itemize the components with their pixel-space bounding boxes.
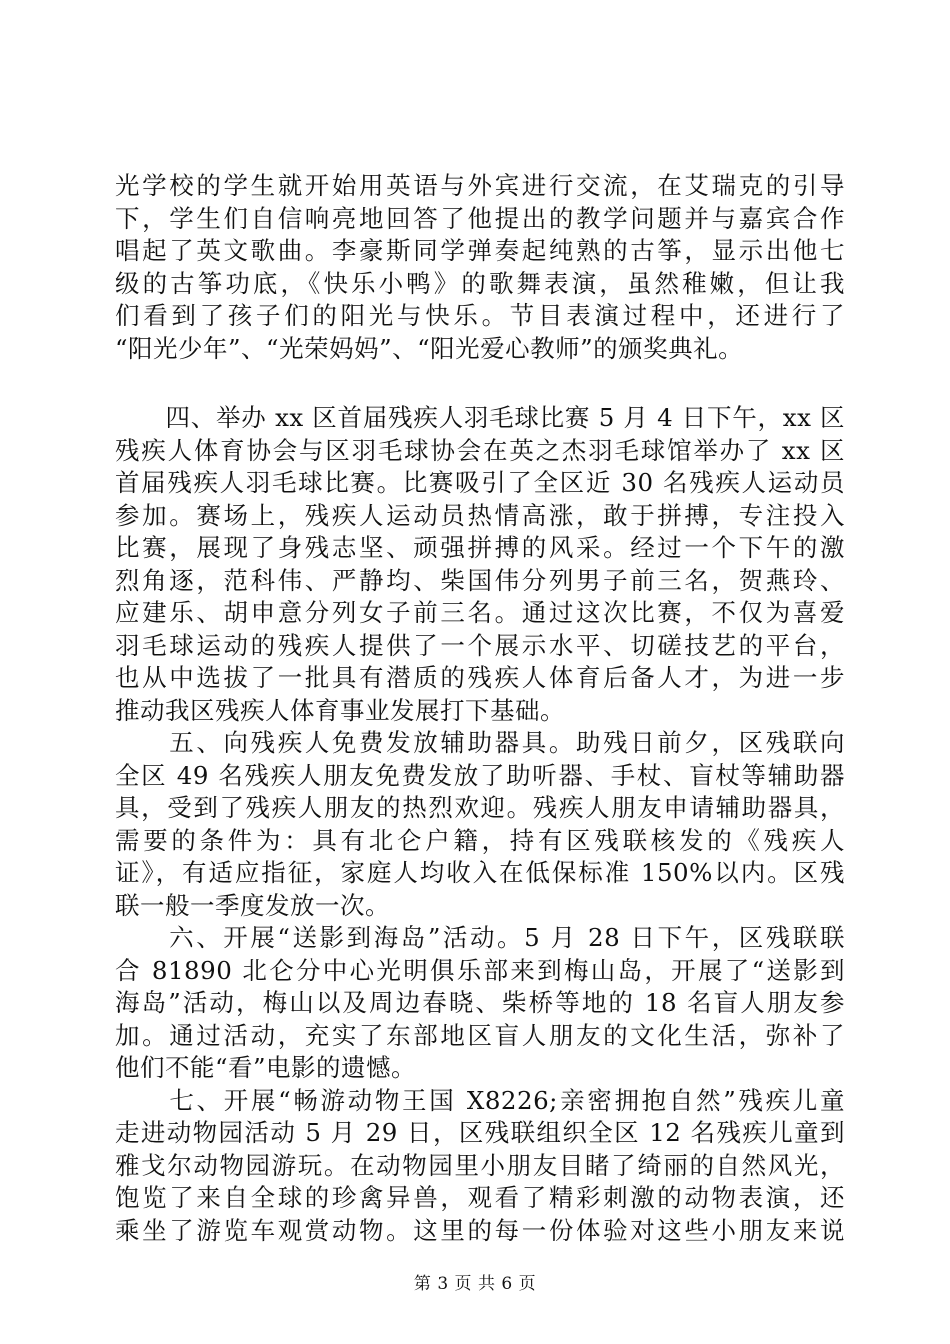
text-line: 推动我区残疾人体育事业发展打下基础。 bbox=[115, 695, 565, 725]
text-line: 光学校的学生就开始用英语与外宾进行交流，在艾瑞克的引导 bbox=[115, 171, 845, 200]
paragraph-1 bbox=[115, 170, 845, 365]
text-line: 首届残疾人羽毛球比赛。比赛吸引了全区近 30 名残疾人运动员 bbox=[115, 468, 845, 497]
paragraph-4 bbox=[115, 922, 845, 1085]
paragraph-3 bbox=[115, 727, 845, 922]
text-line: 们看到了孩子们的阳光与快乐。节目表演过程中，还进行了 bbox=[115, 301, 845, 330]
page-footer: 第 3 页 共 6 页 bbox=[413, 1274, 537, 1294]
text-line: 羽毛球运动的残疾人提供了一个展示水平、切磋技艺的平台， bbox=[115, 630, 845, 660]
text-line: 他们不能“看”电影的遗憾。 bbox=[115, 1053, 417, 1082]
text-line: 具，受到了残疾人朋友的热烈欢迎。残疾人朋友申请辅助器具， bbox=[115, 793, 845, 822]
text-line: 海岛”活动，梅山以及周边春晓、柴桥等地的 18 名盲人朋友参 bbox=[115, 988, 845, 1017]
text-line: 五、向残疾人免费发放辅助器具。助残日前夕，区残联向 bbox=[115, 728, 845, 757]
paragraph-2 bbox=[115, 402, 845, 727]
text-line: 残疾人体育协会与区羽毛球协会在英之杰羽毛球馆举办了 xx 区 bbox=[115, 435, 845, 465]
text-line: 级的古筝功底，《快乐小鸭》的歌舞表演，虽然稚嫩，但让我 bbox=[115, 268, 845, 298]
text-line: 七、开展“畅游动物王国 X8226;亲密拥抱自然”残疾儿童 bbox=[115, 1085, 845, 1115]
text-line: 加。通过活动，充实了东部地区盲人朋友的文化生活，弥补了 bbox=[115, 1020, 845, 1050]
document-body bbox=[115, 170, 845, 1247]
text-line: 应建乐、胡申意分列女子前三名。通过这次比赛，不仅为喜爱 bbox=[115, 598, 845, 627]
text-line: 全区 49 名残疾人朋友免费发放了助听器、手杖、盲杖等辅助器 bbox=[115, 760, 845, 790]
text-line: 也从中选拔了一批具有潜质的残疾人体育后备人才，为进一步 bbox=[115, 663, 845, 692]
text-line: 四、举办 xx 区首届残疾人羽毛球比赛 5 月 4 日下午，xx 区 bbox=[115, 403, 845, 432]
text-line: 饱览了来自全球的珍禽异兽，观看了精彩刺激的动物表演，还 bbox=[115, 1183, 845, 1212]
text-line: 烈角逐，范科伟、严静均、柴国伟分列男子前三名，贺燕玲、 bbox=[115, 565, 845, 595]
text-line: 唱起了英文歌曲。李豪斯同学弹奏起纯熟的古筝，显示出他七 bbox=[115, 236, 845, 265]
text-line: 证》，有适应指征，家庭人均收入在低保标准 150%以内。区残 bbox=[115, 858, 845, 887]
text-line: 合 81890 北仑分中心光明俱乐部来到梅山岛，开展了“送影到 bbox=[115, 955, 845, 985]
text-line: 走进动物园活动 5 月 29 日，区残联组织全区 12 名残疾儿童到 bbox=[115, 1118, 845, 1147]
text-line: 下，学生们自信响亮地回答了他提出的教学问题并与嘉宾合作 bbox=[115, 203, 845, 233]
text-line: 参加。赛场上，残疾人运动员热情高涨，敢于拼搏，专注投入 bbox=[115, 500, 845, 530]
text-line: 乘坐了游览车观赏动物。这里的每一份体验对这些小朋友来说 bbox=[115, 1215, 845, 1245]
paragraph-5 bbox=[115, 1085, 845, 1248]
text-line: 比赛，展现了身残志坚、顽强拼搏的风采。经过一个下午的激 bbox=[115, 533, 845, 562]
paragraph-gap bbox=[115, 365, 845, 402]
text-line: 六、开展“送影到海岛”活动。5 月 28 日下午，区残联联 bbox=[115, 923, 845, 952]
text-line: “阳光少年”、“光荣妈妈”、“阳光爱心教师”的颁奖典礼。 bbox=[115, 333, 744, 363]
text-line: 需要的条件为：具有北仑户籍，持有区残联核发的《残疾人 bbox=[115, 825, 845, 855]
text-line: 雅戈尔动物园游玩。在动物园里小朋友目睹了绮丽的自然风光， bbox=[115, 1150, 845, 1180]
text-line: 联一般一季度发放一次。 bbox=[115, 890, 390, 920]
